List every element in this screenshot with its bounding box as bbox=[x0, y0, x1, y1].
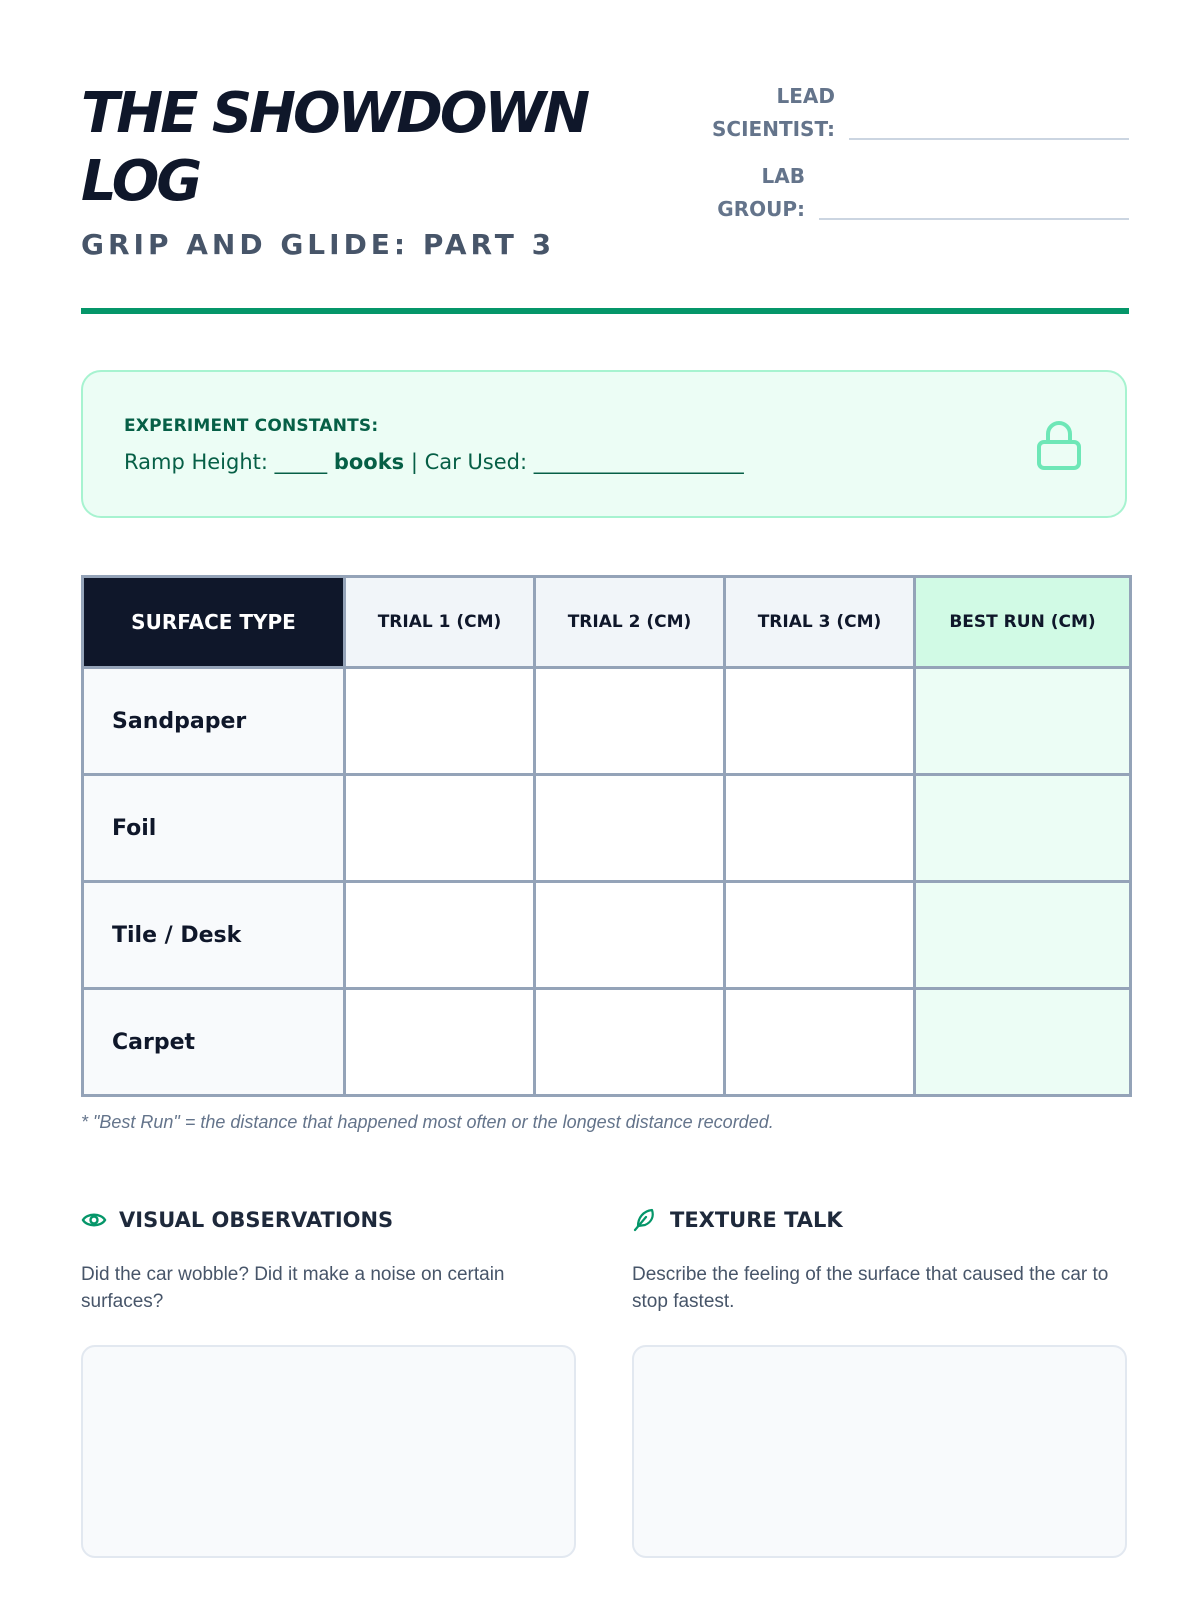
header-surface-type: SURFACE TYPE bbox=[83, 577, 345, 668]
section-heading bbox=[632, 1205, 1127, 1235]
cell-trial-3[interactable] bbox=[725, 668, 915, 775]
table-header-row bbox=[83, 577, 1131, 668]
cell-trial-3[interactable] bbox=[725, 882, 915, 989]
header-trial-1: TRIAL 1 (CM) bbox=[345, 577, 535, 668]
texture-talk-section bbox=[632, 1205, 1127, 1558]
page-subtitle: GRIP AND GLIDE: PART 3 bbox=[81, 228, 556, 261]
feather-pen-icon bbox=[632, 1207, 658, 1233]
visual-observations-section bbox=[81, 1205, 576, 1558]
cell-trial-2[interactable] bbox=[535, 775, 725, 882]
section-title: TEXTURE TALK bbox=[670, 1208, 843, 1232]
page-header bbox=[81, 80, 1129, 270]
page-title: THE SHOWDOWN LOG bbox=[81, 81, 588, 214]
constants-title: EXPERIMENT CONSTANTS: bbox=[124, 416, 379, 436]
row-label-carpet: Carpet bbox=[83, 989, 345, 1096]
section-description: Describe the feeling of the surface that caused the car to stop fastest. bbox=[632, 1264, 1109, 1312]
table-footnote: * "Best Run" = the distance that happened most often or the longest distance recorded. bbox=[81, 1112, 774, 1132]
cell-trial-2[interactable] bbox=[535, 668, 725, 775]
section-heading bbox=[81, 1205, 576, 1235]
lab-group-label: LAB GROUP: bbox=[717, 164, 805, 221]
lab-group-line[interactable] bbox=[819, 218, 1129, 220]
lead-scientist-field[interactable] bbox=[700, 80, 1129, 146]
texture-answer-box[interactable] bbox=[632, 1345, 1127, 1558]
cell-trial-2[interactable] bbox=[535, 882, 725, 989]
lab-group-field[interactable] bbox=[700, 160, 1129, 226]
results-table bbox=[81, 575, 1132, 1097]
table-row bbox=[83, 775, 1131, 882]
cell-trial-1[interactable] bbox=[345, 668, 535, 775]
cell-best-run[interactable] bbox=[915, 989, 1131, 1096]
cell-trial-3[interactable] bbox=[725, 775, 915, 882]
cell-trial-1[interactable] bbox=[345, 882, 535, 989]
lead-scientist-line[interactable] bbox=[849, 138, 1129, 140]
experiment-constants-box bbox=[81, 370, 1127, 518]
header-best-run: BEST RUN (CM) bbox=[915, 577, 1131, 668]
header-trial-2: TRIAL 2 (CM) bbox=[535, 577, 725, 668]
table-row bbox=[83, 668, 1131, 775]
eye-icon bbox=[81, 1210, 107, 1230]
cell-best-run[interactable] bbox=[915, 882, 1131, 989]
lead-scientist-label: LEAD SCIENTIST: bbox=[712, 84, 835, 141]
row-label-sandpaper: Sandpaper bbox=[83, 668, 345, 775]
cell-trial-2[interactable] bbox=[535, 989, 725, 1096]
cell-trial-1[interactable] bbox=[345, 989, 535, 1096]
row-label-tile-desk: Tile / Desk bbox=[83, 882, 345, 989]
cell-trial-1[interactable] bbox=[345, 775, 535, 882]
lock-icon bbox=[1035, 420, 1083, 472]
header-divider bbox=[81, 308, 1129, 314]
constants-line: Ramp Height: _____ books | Car Used: ____________________ bbox=[124, 450, 744, 474]
section-title: VISUAL OBSERVATIONS bbox=[119, 1208, 394, 1232]
cell-best-run[interactable] bbox=[915, 775, 1131, 882]
observations-answer-box[interactable] bbox=[81, 1345, 576, 1558]
cell-best-run[interactable] bbox=[915, 668, 1131, 775]
table-row bbox=[83, 989, 1131, 1096]
section-description: Did the car wobble? Did it make a noise on certain surfaces? bbox=[81, 1264, 505, 1312]
row-label-foil: Foil bbox=[83, 775, 345, 882]
header-trial-3: TRIAL 3 (CM) bbox=[725, 577, 915, 668]
cell-trial-3[interactable] bbox=[725, 989, 915, 1096]
table-row bbox=[83, 882, 1131, 989]
